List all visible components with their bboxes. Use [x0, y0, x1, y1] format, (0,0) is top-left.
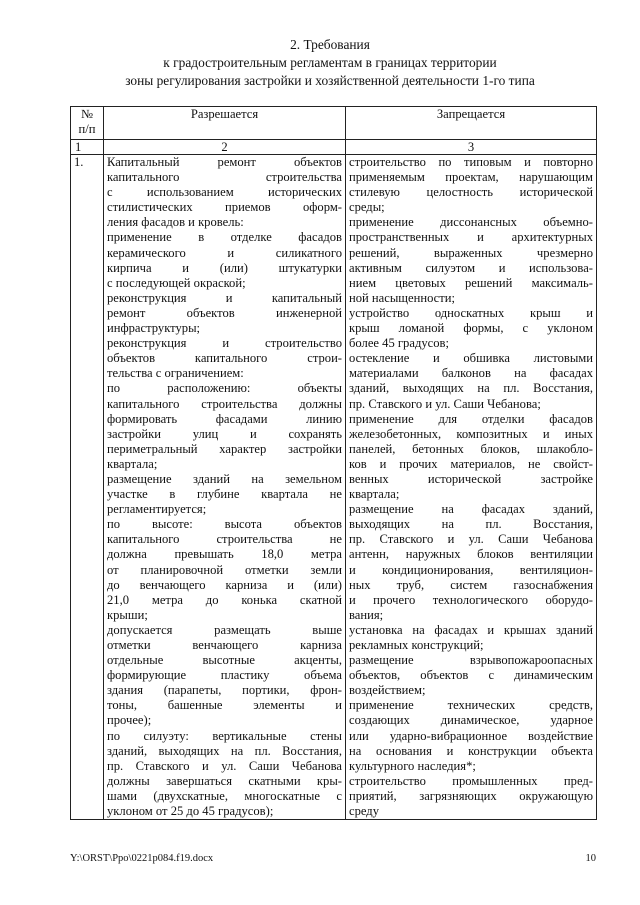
header-forbidden: Запрещается [346, 107, 597, 140]
title-line: зоны регулирования застройки и хозяйственной деятельности 1-го типа [125, 73, 535, 88]
text-line: панелей, бетонных блоков, шлакобло- [349, 441, 593, 456]
text-line: формировать фасадами линию [107, 411, 342, 426]
text-line: применяемым проектам, нарушающим [349, 170, 593, 185]
text-line: активным силуэтом и использова- [349, 260, 593, 275]
text-line: применение для отделки фасадов [349, 411, 593, 426]
text-line: до венчающего карниза и (или) [107, 577, 342, 592]
text-line: строительство по типовым и повторно [349, 155, 593, 169]
text-line: пространственных и архитектурных [349, 230, 593, 245]
text-line: венных исторической застройке [349, 471, 593, 486]
text-line: Капитальный ремонт объектов [107, 155, 342, 169]
text-line: остекление и обшивка листовыми [349, 351, 593, 366]
text-line: должна превышать 18,0 метра [107, 547, 342, 562]
text-line: уклоном от 25 до 45 градусов); [107, 804, 274, 819]
text-line: допускается размещать выше [107, 622, 342, 637]
document-title [70, 36, 590, 90]
text-line: выходящих на пл. Восстания, [349, 517, 593, 532]
text-line: антенн, наружных блоков вентиляции [349, 547, 593, 562]
text-line: по высоте: высота объектов [107, 517, 342, 532]
text-line: на основания и конструкции объекта [349, 743, 593, 758]
text-line: капитального строительства должны [107, 396, 342, 411]
column-number-row [71, 140, 597, 155]
title-line: 2. Требования [290, 37, 370, 52]
text-line: вания; [349, 607, 384, 622]
text-line: и прочего технологического оборудо- [349, 592, 593, 607]
header-number [71, 107, 104, 140]
text-line: пр. Ставского и ул. Саши Чебанова; [349, 396, 541, 411]
text-line: периметральный характер застройки [107, 441, 342, 456]
text-line: капитального строительства не [107, 532, 342, 547]
column-number: 2 [104, 140, 346, 155]
text-line: с последующей окраской; [107, 275, 246, 290]
text-line: формирующие пластику объема [107, 668, 342, 683]
text-line: здания (парапеты, портики, фрон- [107, 683, 342, 698]
header-number-line: № [80, 107, 94, 121]
column-number: 3 [346, 140, 597, 155]
text-line: среду [349, 804, 380, 819]
text-line: ков и прочих материалов, не свойст- [349, 456, 593, 471]
text-line: по силуэту: вертикальные стены [107, 728, 342, 743]
text-line: инфраструктуры; [107, 321, 201, 336]
text-line: среды; [349, 200, 385, 215]
page-number: 10 [585, 853, 596, 864]
text-line: реконструкция и строительство [107, 336, 342, 351]
text-line: зданий, выходящих на пл. Восстания, [107, 743, 342, 758]
text-line: применение в отделке фасадов [107, 230, 342, 245]
text-line: воздействием; [349, 683, 426, 698]
text-line: крыши; [107, 607, 148, 622]
text-line: по расположению: объекты [107, 381, 342, 396]
text-line: 21,0 метра до конька скатной [107, 592, 342, 607]
text-line: от планировочной отметки земли [107, 562, 342, 577]
text-line: кирпича и (или) штукатурки [107, 260, 342, 275]
text-line: размещение на фасадах зданий, [349, 502, 593, 517]
text-line: должны завершаться скатными кры- [107, 773, 342, 788]
text-line: крыш ломаной формы, с уклоном [349, 321, 593, 336]
text-line: культурного наследия*; [349, 758, 476, 773]
text-line: регламентируется; [107, 502, 207, 517]
text-line: реконструкция и капитальный [107, 290, 342, 305]
row-number: 1. [71, 155, 104, 820]
text-line: капитального строительства [107, 170, 342, 185]
text-line: ремонт объектов инженерной [107, 305, 342, 320]
text-line: отдельные высотные акценты, [107, 653, 342, 668]
text-line: установка на фасадах и крышах зданий [349, 622, 593, 637]
text-line: более 45 градусов; [349, 336, 449, 351]
text-line: застройки улиц и сохранять [107, 426, 342, 441]
header-number-line: п/п [78, 122, 96, 137]
requirements-table [70, 106, 597, 820]
allowed-cell [104, 155, 346, 820]
text-line: тельства с ограничением: [107, 366, 244, 381]
table-header-row [71, 107, 597, 140]
text-line: применение технических средств, [349, 698, 593, 713]
text-line: или ударно-вибрационное воздействие [349, 728, 593, 743]
text-line: шами (двухскатные, многоскатные с [107, 788, 342, 803]
text-line: размещение зданий на земельном [107, 471, 342, 486]
text-line: отметки венчающего карниза [107, 638, 342, 652]
text-line: создающих динамическое, ударное [349, 713, 593, 728]
text-line: квартала; [107, 456, 158, 471]
text-line: квартала; [349, 487, 400, 502]
text-line: прочее); [107, 713, 152, 728]
text-line: решений, выраженных чрезмерно [349, 245, 593, 260]
text-line: пр. Ставского и ул. Саши Чебанова [349, 532, 593, 547]
text-line: стилевую целостность исторической [349, 185, 593, 200]
table-row [71, 155, 597, 820]
text-line: керамического и силикатного [107, 245, 342, 260]
text-line: материалами балконов на фасадах [349, 366, 593, 381]
text-line: и кондиционирования, вентиляцион- [349, 562, 593, 577]
forbidden-cell [346, 155, 597, 820]
text-line: стилистических приемов оформ- [107, 200, 342, 215]
text-line: размещение взрывопожароопасных [349, 653, 593, 668]
text-line: применение диссонансных объемно- [349, 215, 593, 230]
text-line: с использованием исторических [107, 185, 342, 200]
column-number: 1 [71, 140, 104, 155]
file-path: Y:\ORST\Ppo\0221p084.f19.docx [70, 853, 214, 864]
text-line: ной насыщенности; [349, 290, 456, 305]
text-line: приятий, загрязняющих окружающую [349, 788, 593, 803]
text-line: зданий, выходящих на пл. Восстания, [349, 381, 593, 396]
text-line: тоны, башенные элементы и [107, 698, 342, 713]
text-line: ления фасадов и кровель: [107, 215, 244, 230]
text-line: объектов капитального строи- [107, 351, 342, 366]
text-line: пр. Ставского и ул. Саши Чебанова [107, 758, 342, 773]
title-line: к градостроительным регламентам в границах территории [163, 55, 497, 70]
text-line: ных труб, систем газоснабжения [349, 577, 593, 592]
text-line: нием цветовых решений максималь- [349, 275, 593, 290]
text-line: железобетонных, композитных и иных [349, 426, 593, 441]
text-line: рекламных конструкций; [349, 638, 484, 652]
text-line: участке в глубине квартала не [107, 487, 342, 502]
text-line: строительство промышленных пред- [349, 773, 593, 788]
text-line: объектов, объектов с динамическим [349, 668, 593, 683]
header-allowed: Разрешается [104, 107, 346, 140]
text-line: устройство односкатных крыш и [349, 305, 593, 320]
